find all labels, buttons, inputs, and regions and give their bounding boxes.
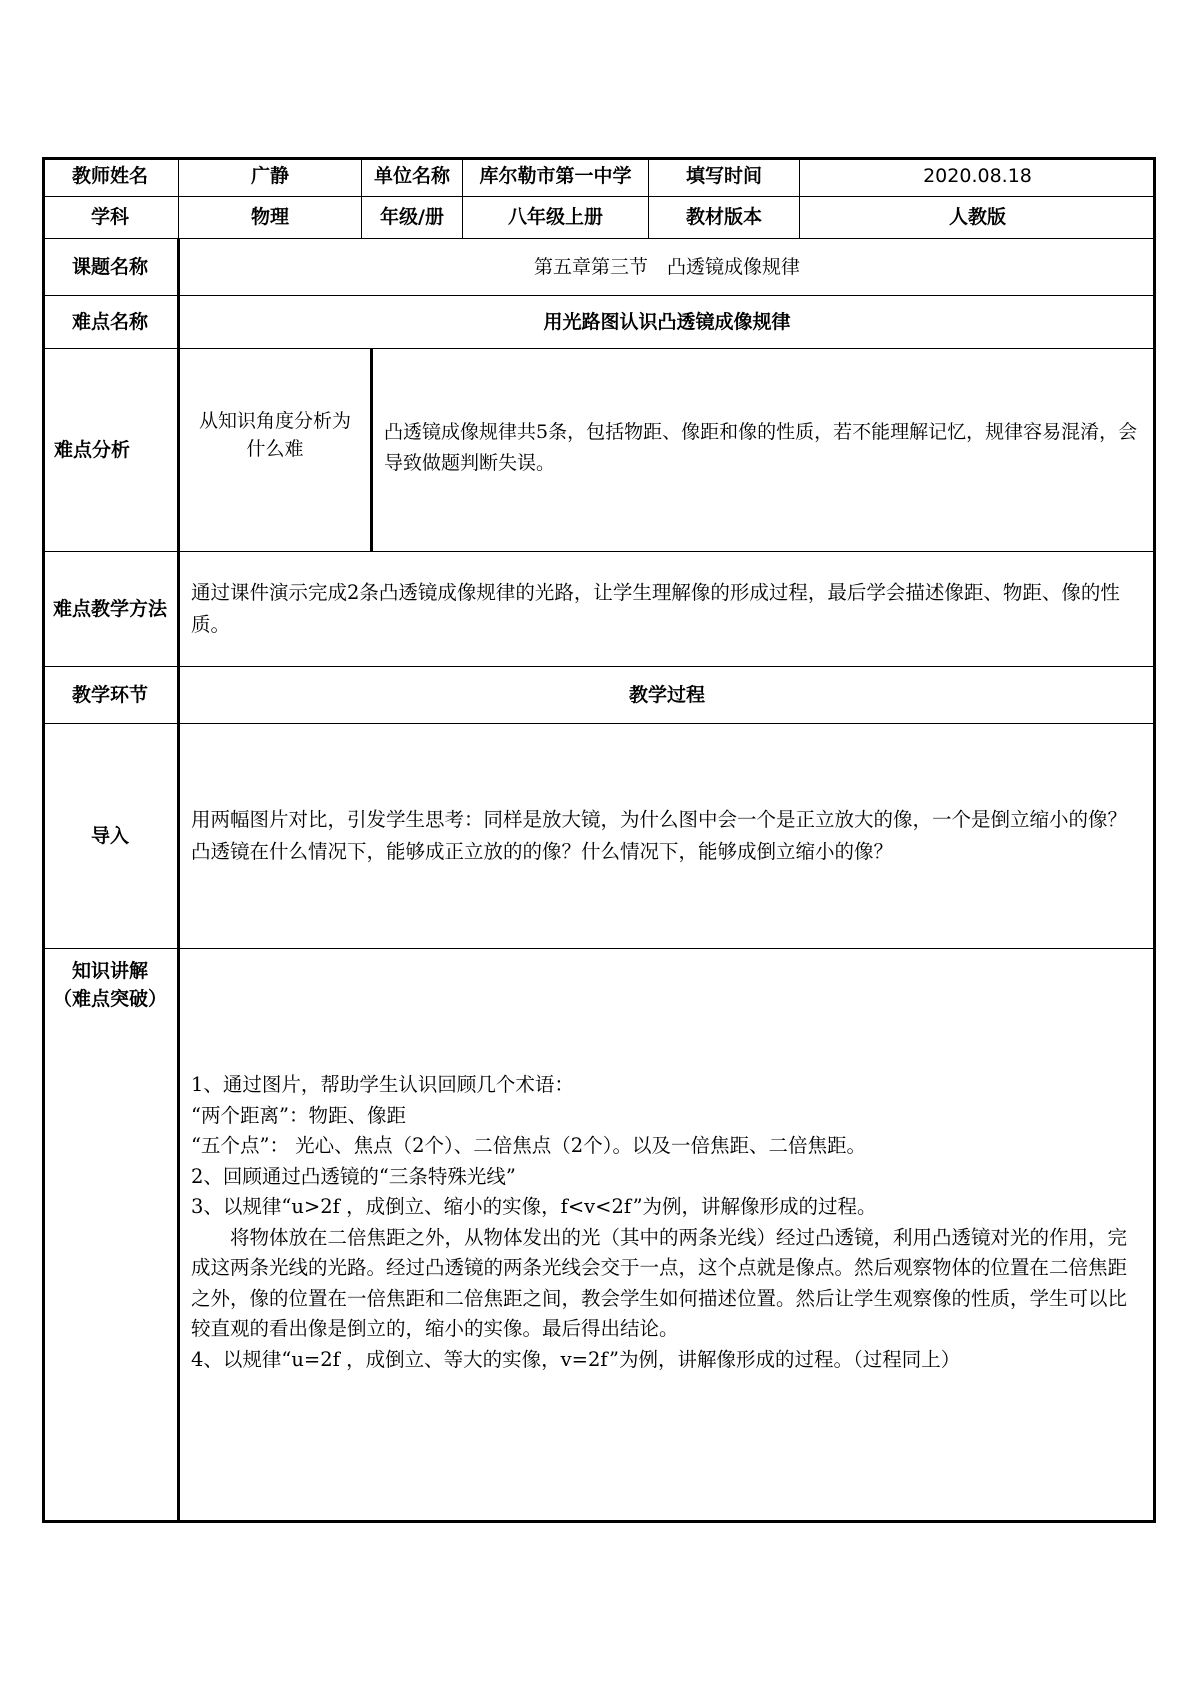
knowledge-label-block bbox=[53, 957, 167, 1013]
process-label: 教学环节 bbox=[42, 667, 179, 724]
unit-value: 库尔勒市第一中学 bbox=[463, 157, 649, 197]
knowledge-label-line2: （难点突破） bbox=[52, 988, 167, 1010]
method-label: 难点教学方法 bbox=[42, 552, 179, 667]
knowledge-label bbox=[42, 949, 179, 1523]
analysis-sublabel bbox=[179, 349, 372, 552]
knowledge-line-3: “五个点”： 光心、焦点（2个）、二倍焦点（2个）。以及一倍焦距、二倍焦距。 bbox=[191, 1134, 866, 1157]
subject-label: 学科 bbox=[42, 197, 179, 239]
method-text: 通过课件演示完成2条凸透镜成像规律的光路，让学生理解像的形成过程，最后学会描述像距、物距、像的性质。 bbox=[179, 552, 1156, 667]
knowledge-line-4: 2、回顾通过凸透镜的“三条特殊光线” bbox=[191, 1164, 516, 1188]
analysis-text: 凸透镜成像规律共5条，包括物距、像距和像的性质，若不能理解记忆，规律容易混淆，会导致做题判断失误。 bbox=[372, 349, 1156, 552]
topic-label: 课题名称 bbox=[42, 239, 179, 296]
topic-value: 第五章第三节 凸透镜成像规律 bbox=[179, 239, 1156, 296]
knowledge-line-6: 将物体放在二倍焦距之外，从物体发出的光（其中的两条光线）经过凸透镜，利用凸透镜对光的作用，完成这两条光线的光路。经过凸透镜的两条光线会交于一点，这个点就是像点。然后观察物体的位置在二倍焦距之外，像的位置在一倍焦距和二倍焦距之间，教会学生如何描述位置。然后让学生观察像的性质，学生可以比较直观的看出像是倒立的，缩小的实像。最后得出结论。 bbox=[191, 1225, 1128, 1340]
unit-label: 单位名称 bbox=[362, 157, 463, 197]
knowledge-line-5: 3、以规律“u>2f ，成倒立、缩小的实像，f<v<2f”为例，讲解像形成的过程。 bbox=[191, 1195, 877, 1218]
knowledge-line-1: 1、通过图片，帮助学生认识回顾几个术语： bbox=[191, 1073, 574, 1096]
intro-label: 导入 bbox=[42, 724, 179, 949]
date-label: 填写时间 bbox=[649, 157, 800, 197]
difficulty-value: 用光路图认识凸透镜成像规律 bbox=[179, 296, 1156, 349]
difficulty-label: 难点名称 bbox=[42, 296, 179, 349]
teacher-label: 教师姓名 bbox=[42, 157, 179, 197]
analysis-divider bbox=[370, 349, 373, 552]
edition-value: 人教版 bbox=[800, 197, 1156, 239]
grade-value: 八年级上册 bbox=[463, 197, 649, 239]
intro-text: 用两幅图片对比，引发学生思考：同样是放大镜，为什么图中会一个是正立放大的像，一个是倒立缩小的像？凸透镜在什么情况下，能够成正立放的的像？什么情况下，能够成倒立缩小的像？ bbox=[179, 724, 1156, 949]
knowledge-content bbox=[179, 949, 1156, 1523]
date-value: 2020.08.18 bbox=[800, 157, 1156, 197]
analysis-label: 难点分析 bbox=[42, 349, 179, 552]
grade-label: 年级/册 bbox=[362, 197, 463, 239]
knowledge-line-2: “两个距离”：物距、像距 bbox=[191, 1103, 406, 1127]
knowledge-line-7: 4、以规律“u=2f ，成倒立、等大的实像，v=2f”为例，讲解像形成的过程。（过程同上） bbox=[191, 1347, 961, 1371]
process-value: 教学过程 bbox=[179, 667, 1156, 724]
lesson-plan-table bbox=[42, 157, 1156, 1523]
subject-value: 物理 bbox=[179, 197, 362, 239]
knowledge-label-line1: 知识讲解 bbox=[71, 960, 148, 982]
edition-label: 教材版本 bbox=[649, 197, 800, 239]
analysis-sublabel-text: 从知识角度分析为什么难 bbox=[198, 409, 351, 460]
teacher-value: 广静 bbox=[179, 157, 362, 197]
column-divider bbox=[177, 239, 180, 1523]
